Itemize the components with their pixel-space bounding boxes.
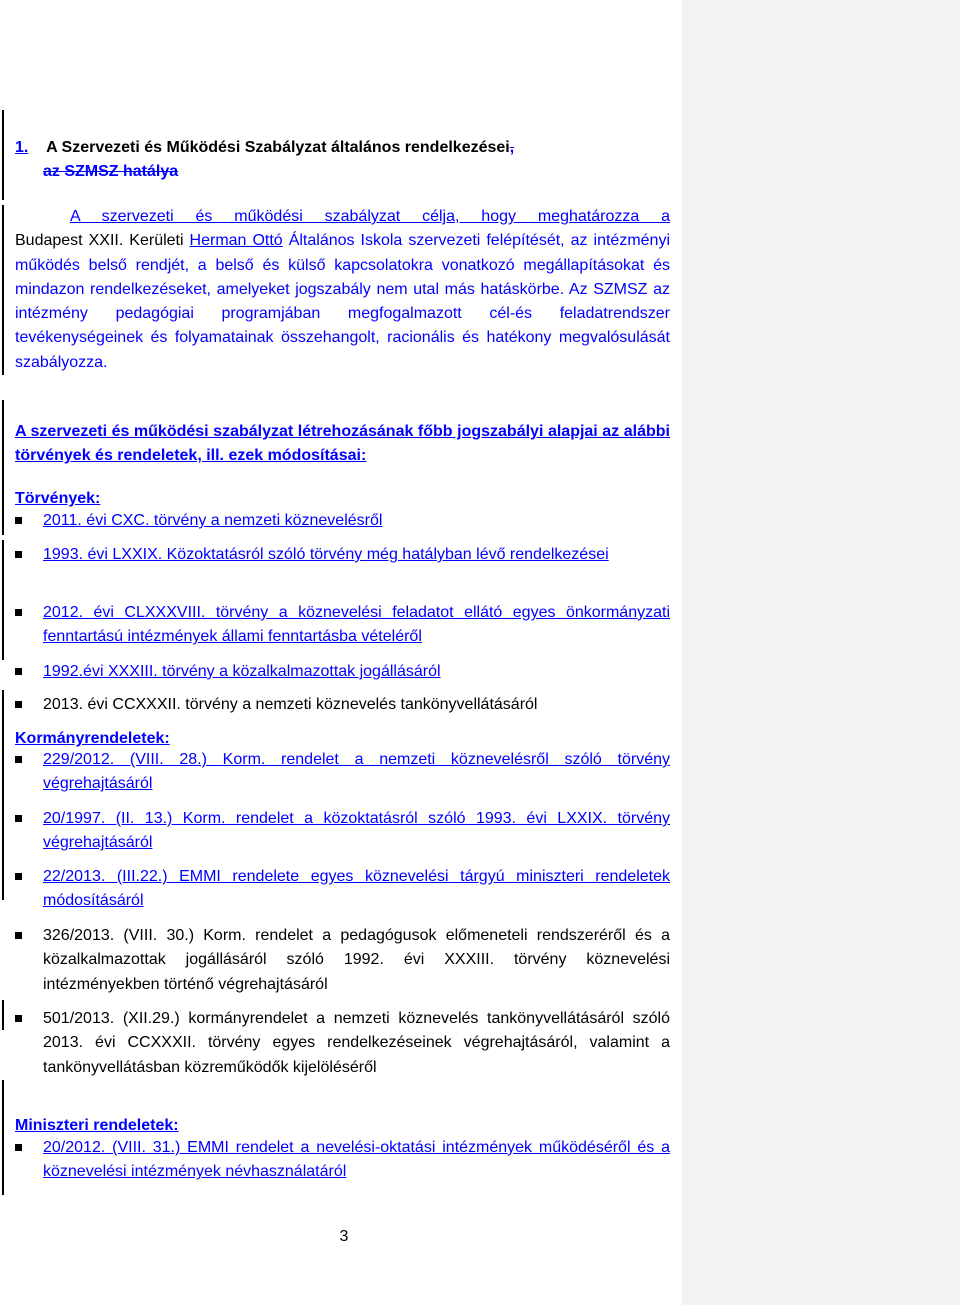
bullet-icon — [15, 517, 22, 524]
decree-item-text: 326/2013. (VIII. 30.) Korm. rendelet a pedagógusok előmeneteli rendszeréről és a közalkalmazottak jogállásáról szóló 1992. évi XXXIII. törvény köznevelési intézményekben történő végrehajtásáról — [43, 927, 670, 993]
ministerial-item-text: 20/2012. (VIII. 31.) EMMI rendelet a nevelési-oktatási intézmények működéséről és a köznevelési intézmények névhasználatáról — [43, 1139, 670, 1181]
bullet-icon — [15, 668, 22, 675]
law-item-text: 2011. évi CXC. törvény a nemzeti köznevelésről — [43, 512, 383, 529]
ministerial-heading: Miniszteri rendeletek: — [15, 1117, 179, 1134]
law-item — [15, 660, 670, 684]
decree-item — [15, 924, 670, 997]
bullet-icon — [15, 932, 22, 939]
law-item-text: 2013. évi CCXXXII. törvény a nemzeti köznevelés tankönyvellátásáról — [43, 696, 538, 713]
change-bar — [2, 400, 4, 535]
legal-basis-heading: A szervezeti és működési szabályzat létrehozásának főbb jogszabályi alapjai az alábbi törvények és rendeletek, ill. ezek módosításai: — [15, 423, 670, 465]
decree-item-text: 501/2013. (XII.29.) kormányrendelet a nemzeti köznevelés tankönyvellátásáról szóló 2013. évi CCXXXII. törvény egyes rendelkezéseinek végrehajtásáról, valamint a tankönyvellátásban közreműködők kijelöléséről — [43, 1010, 670, 1076]
bullet-icon — [15, 873, 22, 880]
intro-text-a: Budapest XXII. Kerületi — [15, 232, 190, 250]
decree-item — [15, 748, 670, 797]
ministerial-item — [15, 1136, 670, 1185]
comment-margin-panel — [682, 0, 960, 1305]
intro-paragraph — [15, 205, 670, 375]
bullet-icon — [15, 551, 22, 558]
law-item — [15, 509, 670, 533]
bullet-icon — [15, 1144, 22, 1151]
change-bar — [2, 1000, 4, 1030]
change-bar — [2, 540, 4, 660]
decree-item — [15, 807, 670, 856]
intro-line-1: A szervezeti és működési szabályzat célja, hogy meghatározza a — [70, 208, 670, 225]
bullet-icon — [15, 609, 22, 616]
decree-item-text: 22/2013. (III.22.) EMMI rendelete egyes köznevelési tárgyú miniszteri rendeletek módosításáról — [43, 868, 670, 910]
change-bar — [2, 690, 4, 900]
decree-item-text: 229/2012. (VIII. 28.) Korm. rendelet a nemzeti köznevelésről szóló törvény végrehajtásáról — [43, 751, 670, 793]
decree-item — [15, 865, 670, 914]
law-item-text: 1992.évi XXXIII. törvény a közalkalmazottak jogállásáról — [43, 663, 441, 680]
decree-item — [15, 1007, 670, 1080]
section-title: A Szervezeti és Működési Szabályzat általános rendelkezései — [46, 139, 510, 156]
bullet-icon — [15, 756, 22, 763]
decree-item-text: 20/1997. (II. 13.) Korm. rendelet a közoktatásról szóló 1993. évi LXXIX. törvény végrehajtásáról — [43, 810, 670, 852]
section-heading — [15, 136, 670, 185]
gov-decrees-heading: Kormányrendeletek: — [15, 730, 170, 747]
bullet-icon — [15, 1015, 22, 1022]
change-bar — [2, 205, 4, 375]
page-number: 3 — [339, 1228, 349, 1245]
law-item — [15, 601, 670, 650]
law-item — [15, 693, 670, 717]
laws-heading: Törvények: — [15, 490, 101, 507]
intro-school-name: Herman Ottó — [189, 232, 283, 250]
law-item — [15, 543, 670, 567]
law-item-text: 1993. évi LXXIX. Közoktatásról szóló törvény még hatályban lévő rendelkezései — [43, 546, 609, 563]
law-item-text: 2012. évi CLXXXVIII. törvény a köznevelési feladatot ellátó egyes önkormányzati fenntartású intézmények állami fenntartásba vételéről — [43, 604, 670, 646]
intro-text-b: Általános Iskola szervezeti felépítését, az intézményi működés belső rendjét, a belső és külső kapcsolatokra vonatkozó megállapításokat és mindazon rendelkezéseket, amelyeket jogszabály nem utal más hatáskörbe. Az SZMSZ az intézmény pedagógiai programjában megfogalmazott cél-és feladatrendszer tevékenységeinek és folyamatainak összehangolt, racionális és hatékony megvalósulását szabályozza. — [15, 232, 671, 371]
bullet-icon — [15, 815, 22, 822]
section-title-deleted: az SZMSZ hatálya — [43, 163, 179, 181]
section-number: 1. — [15, 139, 29, 156]
change-bar — [2, 1080, 4, 1195]
section-title-deleted-comma: , — [509, 139, 515, 156]
change-bar — [2, 110, 4, 200]
bullet-icon — [15, 701, 22, 708]
